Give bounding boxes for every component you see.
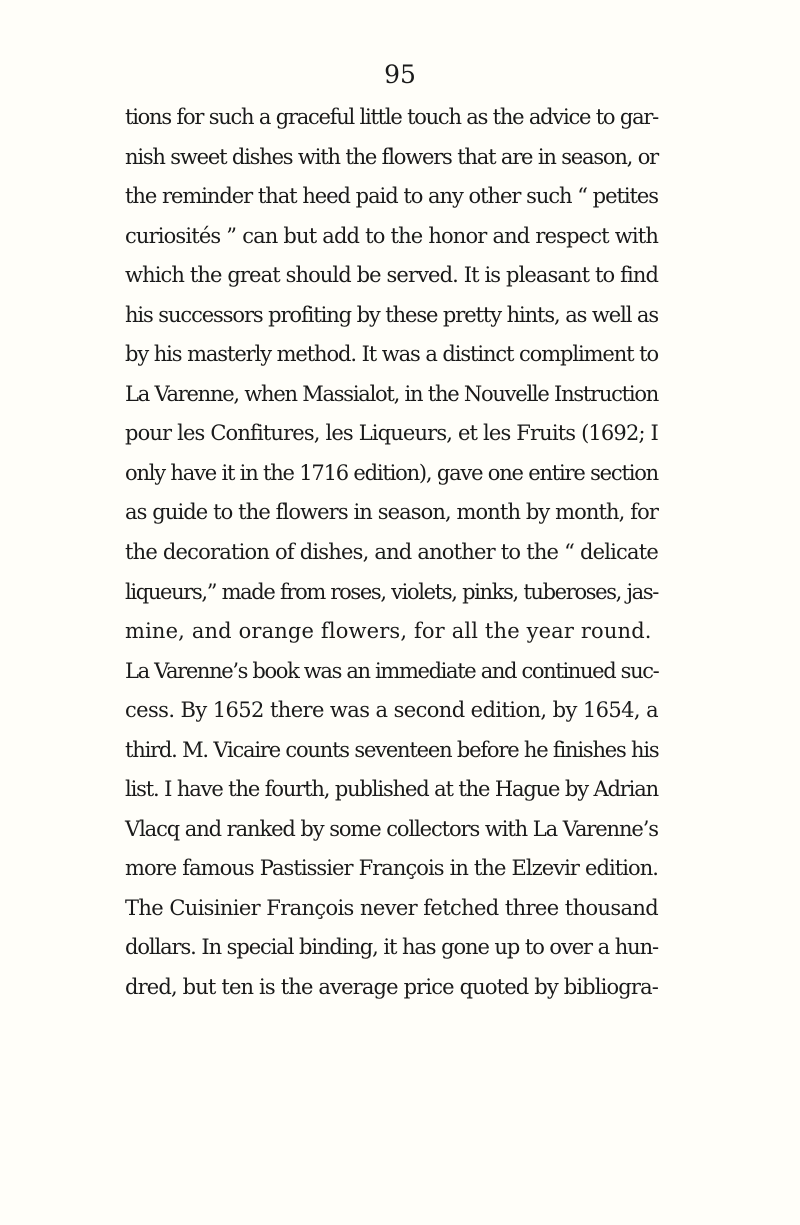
text-line: La Varenne, when Massialot, in the Nouvelle Instruction [125,381,658,406]
text-line: more famous Pastissier François in the Elzevir edition. [125,856,658,881]
text-line: dred, but ten is the average price quoted by bibliogra- [125,975,658,1000]
text-line: his successors profiting by these pretty hints, as well as [125,302,658,327]
text-line: only have it in the 1716 edition), gave one entire section [125,460,658,485]
body-text [125,98,658,1008]
text-line: pour les Confitures, les Liqueurs, et les Fruits (1692; I [125,421,658,446]
text-line: which the great should be served. It is pleasant to find [125,263,658,288]
paragraph-end-line: mine, and orange flowers, for all the year round. [125,619,652,644]
text-line: as guide to the flowers in season, month by month, for [125,500,658,525]
text-line: The Cuisinier François never fetched three thousand [125,895,658,920]
text-line: the reminder that heed paid to any other such “ petites [125,184,658,209]
text-line: curiosités ” can but add to the honor and respect with [125,223,658,248]
text-line: Vlacq and ranked by some collectors with La Varenne’s [125,816,658,841]
text-line: liqueurs,” made from roses, violets, pinks, tuberoses, jas- [125,579,658,604]
text-line: by his masterly method. It was a distinct compliment to [125,342,658,367]
text-line: cess. By 1652 there was a second edition, by 1654, a [125,698,658,723]
text-line: the decoration of dishes, and another to the “ delicate [125,540,658,565]
text-line: third. M. Vicaire counts seventeen before he finishes his [125,737,659,762]
paragraph-start-line: La Varenne’s book was an immediate and continued suc- [125,658,659,683]
text-line: nish sweet dishes with the flowers that are in season, or [125,144,658,169]
text-line: dollars. In special binding, it has gone up to over a hun- [125,935,658,960]
page-number: 95 [384,60,416,89]
text-line: list. I have the fourth, published at the Hague by Adrian [125,777,658,802]
text-line: tions for such a graceful little touch as the advice to gar- [125,105,658,129]
